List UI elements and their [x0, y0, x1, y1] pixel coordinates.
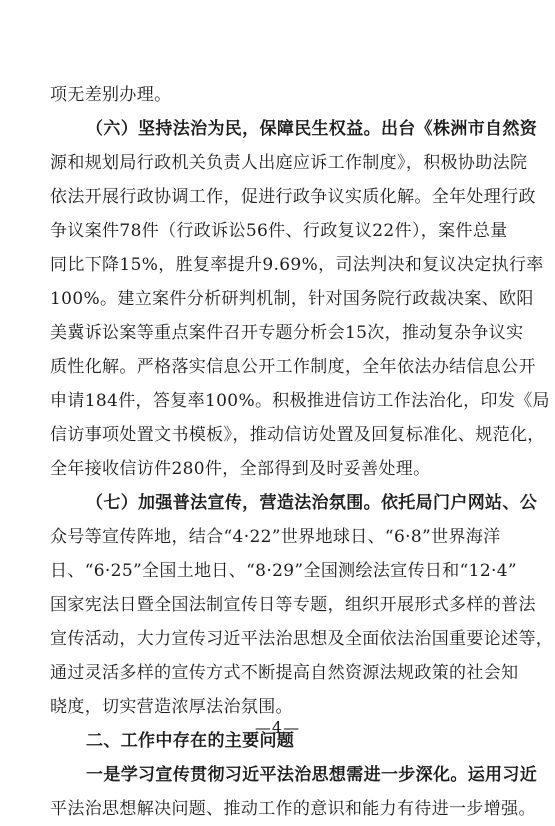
text-line: 争议案件78件（行政诉讼56件、行政复议22件），案件总量: [50, 221, 508, 241]
section-heading: 二、工作中存在的主要问题: [86, 731, 295, 751]
text-line: 申请184件，答复率100%。积极推进信访工作法治化，印发《局: [50, 391, 550, 411]
text-line: 质性化解。严格落实信息公开工作制度，全年依法办结信息公开: [50, 357, 536, 377]
text-line: 100%。建立案件分析研判机制，针对国务院行政裁决案、欧阳: [50, 289, 534, 309]
text-line: 平法治思想解决问题、推动工作的意识和能力有待进一步增强。: [50, 799, 536, 819]
text-line: 通过灵活多样的宣传方式不断提高自然资源法规政策的社会知: [50, 663, 519, 683]
text-line: 依法开展行政协调工作，促进行政争议实质化解。全年处理行政: [50, 187, 536, 207]
text-line: 信访事项处置文书模板》，推动信访处置及回复标准化、规范化，: [50, 425, 545, 445]
text-line: 日、“6·25”全国土地日、“8·29”全国测绘法宣传日和“12·4”: [50, 561, 517, 581]
text-line: 众号等宣传阵地，结合“4·22”世界地球日、“6·8”世界海洋: [50, 527, 501, 547]
text-line: 同比下降15%，胜复率提升9.69%，司法判决和复议决定执行率: [50, 255, 544, 275]
text-line: 项无差别办理。: [50, 85, 172, 105]
text-line: 美冀诉讼案等重点案件召开专题分析会15次，推动复杂争议实: [50, 323, 524, 343]
text-line: 晓度，切实营造浓厚法治氛围。: [50, 697, 293, 717]
text-line: 全年接收信访件280件，全部得到及时妥善处理。: [50, 459, 431, 479]
text-line: 宣传活动，大力宣传习近平法治思想及全面依法治国重要论述等，: [50, 629, 554, 649]
text-line: 源和规划局行政机关负责人出庭应诉工作制度》，积极协助法院: [50, 153, 528, 173]
page-number: —4—: [254, 718, 301, 737]
paragraph-6-heading-line: （六）坚持法治为民，保障民生权益。出台《株洲市自然资: [86, 119, 538, 139]
body-text: [50, 78, 554, 826]
paragraph-7-heading-line: （七）加强普法宣传，营造法治氛围。依托局门户网站、公: [86, 493, 538, 513]
text-line: 国家宪法日暨全国法制宣传日等专题，组织开展形式多样的普法: [50, 595, 536, 615]
issue-heading-line: 一是学习宣传贯彻习近平法治思想需进一步深化。运用习近: [86, 765, 538, 785]
